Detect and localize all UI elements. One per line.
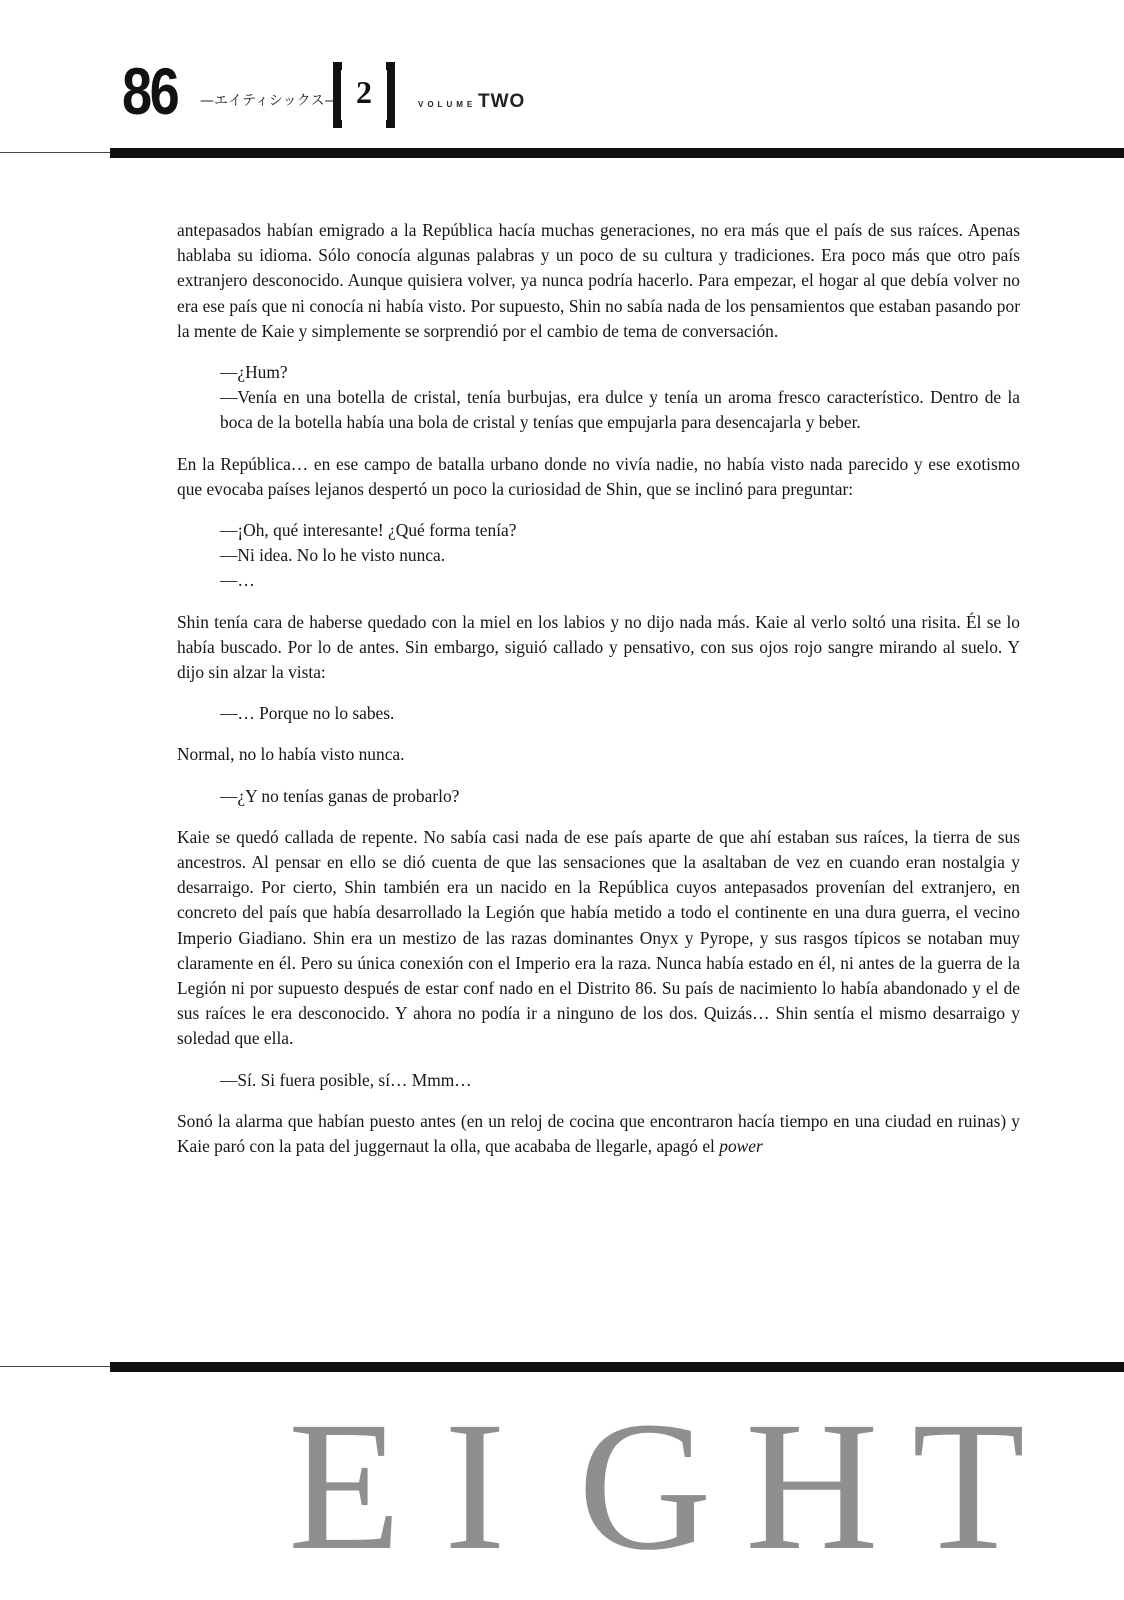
dialogue-line: —¿Y no tenías ganas de probarlo? — [220, 785, 460, 806]
dialogue-block — [177, 518, 1020, 594]
dialogue-block — [177, 784, 1020, 809]
volume-label: VOLUME — [418, 100, 477, 109]
footer-letter-e: E — [288, 1384, 402, 1589]
paragraph: antepasados habían emigrado a la República hacía muchas generaciones, no era más que el país de sus raíces. Apenas hablaba su idioma. Sólo conocía algunas palabras y un poco de su cultura y tradiciones. Era poco más que otro país extranjero desconocido. Aunque quisiera volver, ya nunca podría hacerlo. Para empezar, el hogar al que debía volver no era ese país que ni conocía ni había visto. Por supuesto, Shin no sabía nada de los pensamientos que estaban pasando por la mente de Kaie y simplemente se sorprendió por el cambio de tema de conversación. — [177, 220, 1020, 341]
dialogue-line: —¡Oh, qué interesante! ¿Qué forma tenía? — [220, 520, 517, 541]
paragraph: Normal, no lo había visto nunca. — [177, 744, 405, 765]
paragraph: Kaie se quedó callada de repente. No sabía casi nada de ese país aparte de que ahí estaban sus raíces, la tierra de sus ancestros. Al pensar en ello se dió cuenta de que las sensaciones que la asaltaban de vez en cuando eran nostalgia y desarraigo. Por cierto, Shin también era un nacido en la República cuyos antepasados provenían del extranjero, en concreto del país que había desarrollado la Legión que había metido a todo el continente en una dura guerra, el vecino Imperio Giadiano. Shin era un mestizo de las razas dominantes Onyx y Pyrope, y sus rasgos típicos se notaban muy claramente en él. Pero su única conexión con el Imperio era la raza. Nunca había estado en él, ni antes de la guerra de la Legión ni por supuesto después de estar conf nado en el Distrito 86. Su país de nacimiento lo había abandonado y el de sus raíces le era desconocido. Y ahora no podía ir a ninguno de los dos. Quizás… Shin sentía el mismo desarraigo y soledad que ella. — [177, 826, 1020, 1049]
footer-thin-rule — [0, 1366, 110, 1367]
dialogue-block — [177, 701, 1020, 726]
paragraph: En la República… en ese campo de batalla urbano donde no vivía nadie, no había visto nada parecido y ese exotismo que evocaba países lejanos despertó un poco la curiosidad de Shin, que se inclinó para preguntar: — [177, 453, 1020, 499]
paragraph-text: Sonó la alarma que habían puesto antes (en un reloj de cocina que encontraron hacía tiempo en una ciudad en ruinas) y Kaie paró con la pata del juggernaut la olla, que acababa de llegarle, apagó el — [177, 1110, 1020, 1157]
volume-word: TWO — [478, 91, 526, 112]
dialogue-block — [177, 360, 1020, 436]
header-thick-rule — [110, 148, 1124, 158]
dialogue-line: —… — [220, 570, 255, 591]
paragraph: Shin tenía cara de haberse quedado con la miel en los labios y no dijo nada más. Kaie al verlo soltó una risita. Él se lo había buscado. Por lo de antes. Sin embargo, siguió callado y pensativo, con sus ojos rojo sangre mirando al suelo. Y dijo sin alzar la vista: — [177, 611, 1020, 683]
volume-bracket — [333, 62, 395, 128]
series-number: 86 — [122, 54, 178, 128]
footer-letter-h: H — [745, 1384, 879, 1589]
header-thin-rule — [0, 152, 110, 153]
dialogue-block — [177, 1068, 1020, 1093]
dialogue-line: —¿Hum? — [220, 362, 288, 383]
footer-letter-g: G — [578, 1384, 712, 1589]
dialogue-line: —Venía en una botella de cristal, tenía burbujas, era dulce y tenía un aroma fresco característico. Dentro de la boca de la botella había una bola de cristal y tenías que empujarla para desencajarla y beber. — [220, 387, 1020, 433]
italic-word: power — [719, 1136, 763, 1157]
right-bracket-shape — [386, 62, 395, 128]
page-body — [177, 218, 1020, 1175]
page-header — [0, 0, 1124, 170]
footer-thick-rule — [110, 1362, 1124, 1372]
japanese-subtitle: —エイティシックス— — [200, 93, 339, 109]
dialogue-line: —… Porque no lo sabes. — [220, 703, 395, 724]
dialogue-line: —Ni idea. No lo he visto nunca. — [220, 545, 446, 566]
footer-letter-t: T — [912, 1384, 1026, 1589]
dialogue-line: —Sí. Si fuera posible, sí… Mmm… — [220, 1069, 472, 1090]
footer-eight-wordmark — [0, 1384, 1124, 1589]
volume-number: 2 — [356, 74, 372, 110]
footer-letter-i: I — [444, 1384, 506, 1589]
paragraph — [177, 1109, 1020, 1159]
